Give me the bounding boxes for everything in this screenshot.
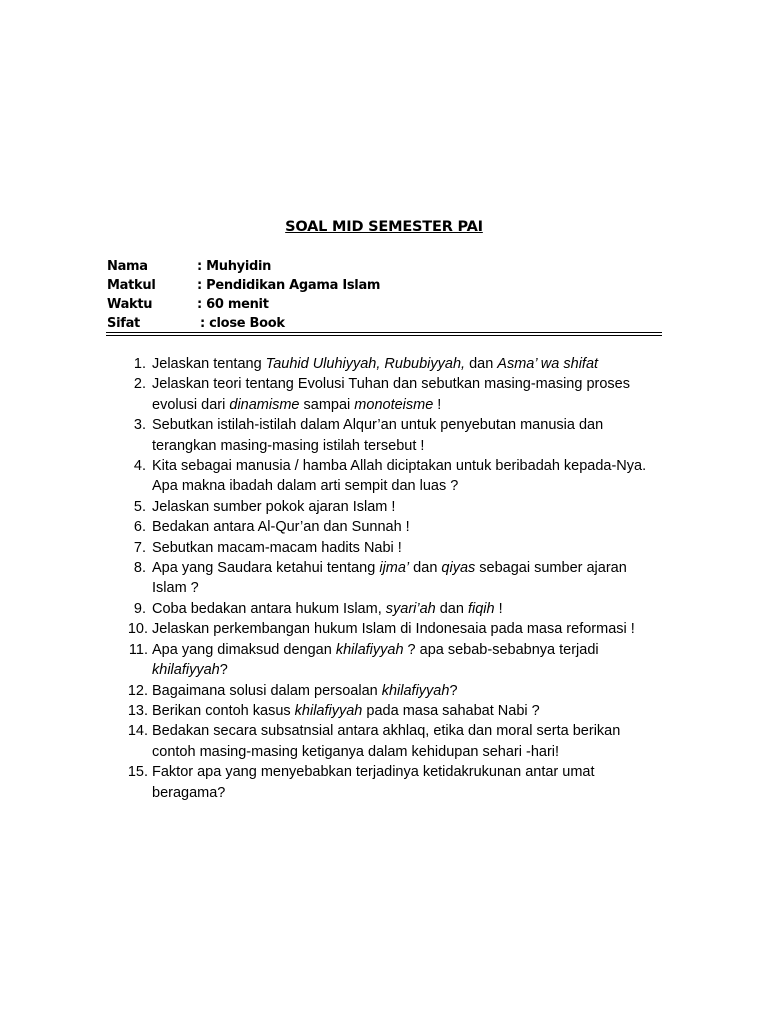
question-number: 13. <box>127 702 148 719</box>
question-number: 1. <box>133 356 146 372</box>
question-item <box>0 681 662 701</box>
question-text-italic: syari’ah <box>385 600 436 617</box>
page-title: SOAL MID SEMESTER PAI <box>285 219 483 235</box>
question-text: Coba bedakan antara hukum Islam, <box>152 600 386 617</box>
question-text-italic: khilafiyyah <box>294 702 363 719</box>
question-item <box>0 456 662 497</box>
question-text: Jelaskan sumber pokok ajaran Islam ! <box>152 498 396 515</box>
divider-line <box>106 332 662 333</box>
question-text: Faktor apa yang menyebabkan terjadinya ketidakrukunan antar umat beragama? <box>152 764 595 801</box>
question-item <box>0 701 662 721</box>
question-text-italic: qiyas <box>441 560 476 577</box>
question-item <box>0 497 662 517</box>
question-text: sampai <box>299 396 355 413</box>
question-number: 7. <box>133 539 146 556</box>
question-number: 3. <box>133 417 146 434</box>
question-text: dan <box>465 356 498 372</box>
question-text-italic: khilafiyyah <box>335 641 404 658</box>
info-label: Sifat <box>107 316 140 331</box>
info-label: Matkul <box>107 278 156 293</box>
question-text: Sebutkan macam-macam hadits Nabi ! <box>152 539 402 556</box>
question-number: 11. <box>128 641 148 658</box>
question-number: 15. <box>127 764 148 781</box>
question-item <box>0 619 662 639</box>
question-item <box>0 599 662 619</box>
question-item <box>0 721 662 762</box>
info-value: : Muhyidin <box>197 259 272 274</box>
question-item <box>0 517 662 537</box>
question-number: 10. <box>127 621 148 638</box>
question-text-italic: monoteisme <box>354 396 434 413</box>
question-text: Berikan contoh kasus <box>152 702 295 719</box>
info-label: Nama <box>107 259 148 274</box>
divider-line <box>106 335 662 336</box>
question-text: Jelaskan teori tentang Evolusi Tuhan dan sebutkan masing-masing proses evolusi dari <box>152 376 630 413</box>
question-item <box>0 640 662 681</box>
question-text-italic: ijma’ <box>379 560 410 577</box>
question-text: Jelaskan tentang <box>152 356 266 372</box>
question-number: 4. <box>133 458 146 475</box>
question-text: ? <box>449 682 458 699</box>
question-text: Bedakan secara subsatnsial antara akhlaq, etika dan moral serta berikan contoh masing-masing ketiganya dalam kehidupan sehari -hari! <box>152 723 621 760</box>
question-item <box>0 558 662 599</box>
question-text: ? <box>219 662 228 679</box>
question-text: Kita sebagai manusia / hamba Allah diciptakan untuk beribadah kepada-Nya. Apa makna ibadah dalam arti sempit dan luas ? <box>152 458 647 495</box>
question-text-italic: dinamisme <box>229 396 300 413</box>
question-text: ! <box>433 396 442 413</box>
question-item <box>0 415 662 456</box>
question-number: 9. <box>133 600 146 617</box>
question-number: 8. <box>133 560 146 577</box>
question-text: dan <box>435 600 468 617</box>
question-text: sebagai sumber ajaran Islam ? <box>152 560 627 597</box>
question-text-italic: khilafiyyah <box>381 682 450 699</box>
question-number: 5. <box>133 498 146 515</box>
question-text: Jelaskan perkembangan hukum Islam di Indonesaia pada masa reformasi ! <box>152 621 635 638</box>
question-text: Bagaimana solusi dalam persoalan <box>152 682 382 699</box>
question-text: dan <box>409 560 442 577</box>
info-value: : 60 menit <box>197 297 269 312</box>
question-item <box>0 354 662 374</box>
question-number: 2. <box>133 376 146 393</box>
question-number: 6. <box>133 519 146 536</box>
question-number: 12. <box>127 682 148 699</box>
question-text: pada masa sahabat Nabi ? <box>362 702 540 719</box>
info-label: Waktu <box>107 297 153 312</box>
info-value: : Pendidikan Agama Islam <box>197 278 381 293</box>
question-text-italic: khilafiyyah <box>152 662 220 679</box>
question-text: ! <box>494 600 503 617</box>
question-item <box>0 762 662 803</box>
question-text: Apa yang Saudara ketahui tentang <box>152 560 380 577</box>
question-text: Sebutkan istilah-istilah dalam Alqur’an untuk penyebutan manusia dan terangkan masing-masing istilah tersebut ! <box>152 417 604 454</box>
question-item <box>0 538 662 558</box>
info-value: : close Book <box>200 316 285 331</box>
question-number: 14. <box>127 723 148 740</box>
question-list <box>0 354 768 803</box>
question-text: Bedakan antara Al-Qur’an dan Sunnah ! <box>152 519 410 536</box>
question-text-italic: fiqih <box>467 600 495 617</box>
question-text: Apa yang dimaksud dengan <box>152 641 336 658</box>
question-text: ? apa sebab-sebabnya terjadi <box>403 641 599 658</box>
question-text-italic: Asma’ wa shifat <box>497 356 599 372</box>
question-item <box>0 374 662 415</box>
question-text-italic: Tauhid Uluhiyyah, Rububiyyah, <box>265 356 466 372</box>
